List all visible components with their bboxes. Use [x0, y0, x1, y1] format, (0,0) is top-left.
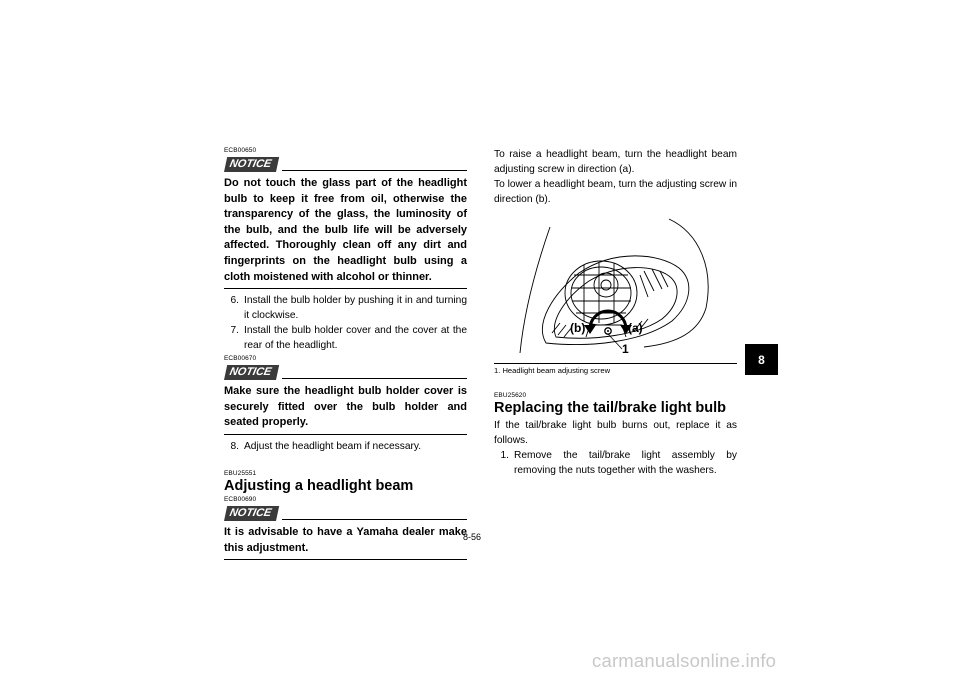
notice-code: ECB00650: [224, 147, 257, 154]
instruction-paragraph: To lower a headlight beam, turn the adjusting screw in direction (b).: [494, 179, 737, 205]
right-column: [494, 147, 737, 480]
step-text: Install the bulb holder cover and the cover at the rear of the headlight.: [244, 325, 467, 352]
notice-text: It is advisable to have a Yamaha dealer make this adjustment.: [224, 525, 467, 554]
step-list: [224, 439, 467, 454]
chapter-tab: 8: [745, 344, 778, 375]
divider: [224, 434, 467, 435]
direction-a-label: (a): [628, 321, 643, 335]
step-item: [494, 448, 737, 478]
page-number: 8-56: [463, 532, 482, 542]
notice-label: NOTICE: [224, 157, 279, 172]
notice-header: [224, 363, 467, 380]
notice-header: [224, 155, 467, 172]
figure-caption: 1. Headlight beam adjusting screw: [494, 366, 611, 375]
instruction-paragraph: If the tail/brake light bulb burns out, replace it as follows.: [494, 420, 737, 446]
notice-label: NOTICE: [224, 506, 279, 521]
divider: [282, 170, 467, 171]
watermark: carmanualsonline.info: [592, 650, 777, 671]
step-list: [494, 448, 737, 478]
step-item: [224, 323, 467, 353]
notice-code: ECB00670: [224, 355, 257, 363]
step-number: 1.: [500, 450, 509, 461]
notice-header: [224, 504, 467, 521]
step-number: 7.: [230, 325, 239, 337]
step-text: Install the bulb holder by pushing it in and turning it clockwise.: [244, 295, 467, 322]
step-number: 8.: [230, 440, 239, 452]
step-text: Remove the tail/brake light assembly by removing the nuts together with the washers.: [514, 450, 737, 476]
notice-text: Make sure the headlight bulb holder cover is securely fitted over the bulb holder and seated properly.: [224, 385, 467, 429]
left-column: [224, 147, 467, 560]
notice-code: ECB00690: [224, 495, 257, 503]
headlight-figure: [494, 213, 737, 361]
section-code: EBU25551: [224, 469, 257, 477]
step-item: [224, 439, 467, 454]
section-code: EBU25620: [494, 392, 527, 399]
direction-b-label: (b): [570, 321, 586, 335]
divider: [494, 363, 737, 364]
instruction-paragraph: To raise a headlight beam, turn the headlight beam adjusting screw in direction (a).: [494, 149, 737, 175]
callout-number: 1: [622, 342, 629, 356]
section-title: Adjusting a headlight beam: [224, 477, 414, 494]
headlight-illustration: [494, 213, 737, 361]
divider: [224, 559, 467, 560]
step-list: [224, 293, 467, 353]
step-text: Adjust the headlight beam if necessary.: [244, 440, 422, 452]
notice-text: Do not touch the glass part of the headlight bulb to keep it free from oil, otherwise the transparency of the glass, the luminosity of the bulb, and the bulb life will be adversely affected. Thoroughly clean off any dirt and fingerprints on the headlight bulb using a cloth moistened with alcohol or thinner.: [224, 177, 467, 283]
divider: [282, 519, 467, 520]
step-number: 6.: [230, 295, 239, 307]
notice-label: NOTICE: [224, 365, 279, 380]
divider: [282, 378, 467, 379]
divider: [224, 288, 467, 289]
step-item: [224, 293, 467, 323]
section-title: Replacing the tail/brake light bulb: [494, 400, 727, 416]
